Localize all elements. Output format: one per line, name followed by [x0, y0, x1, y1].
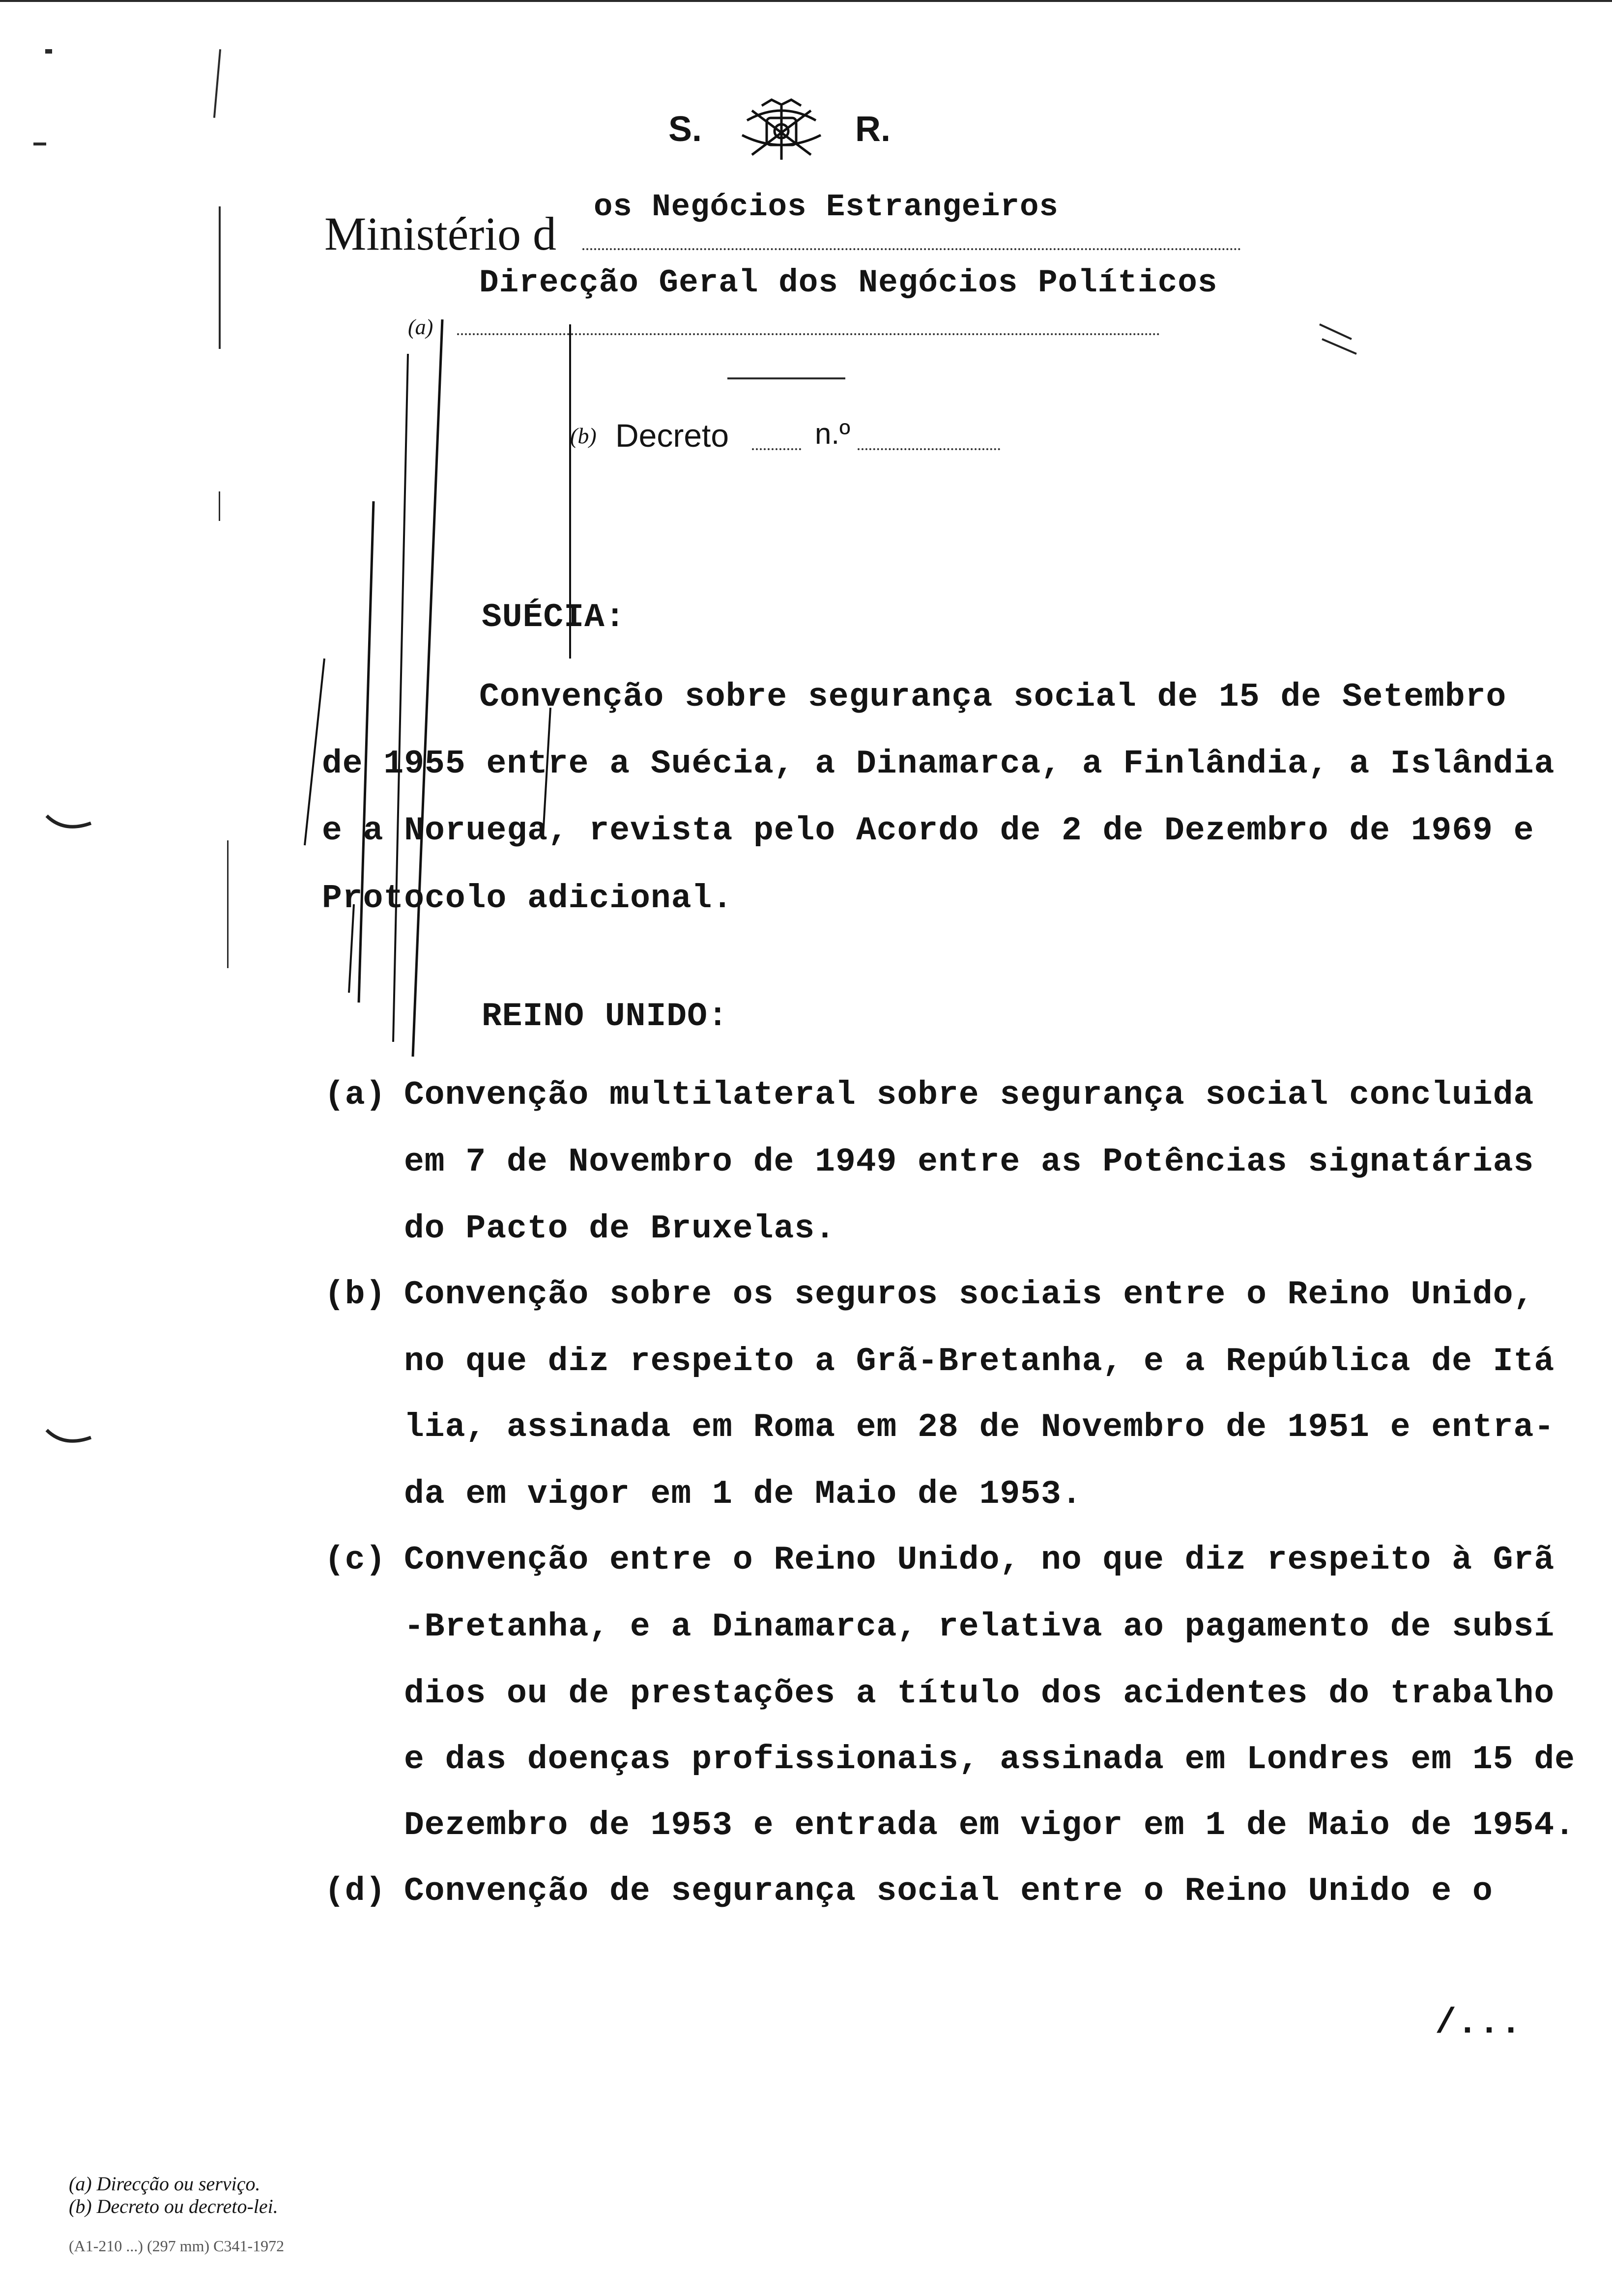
continuation-mark: /...: [1435, 2003, 1522, 2043]
footnote: (a) Direcção ou serviço.: [69, 2173, 260, 2195]
scan-mark: [213, 49, 221, 118]
form-code: (A1-210 ...) (297 mm) C341-1972: [69, 2237, 285, 2255]
item-line: dios ou de prestações a título dos acidentes do trabalho: [404, 1675, 1555, 1713]
item-line: Convenção multilateral sobre segurança social concluida: [404, 1076, 1534, 1114]
item-line: em 7 de Novembro de 1949 entre as Potências signatárias: [404, 1143, 1534, 1181]
coat-of-arms-icon: [732, 96, 831, 165]
scan-mark: [227, 840, 229, 968]
scan-mark: [219, 491, 220, 521]
scan-curve-mark: [44, 811, 98, 840]
scan-curve-mark: [44, 1425, 98, 1455]
item-line: lia, assinada em Roma em 28 de Novembro de 1951 e entra-: [404, 1408, 1555, 1446]
scan-mark: [33, 143, 46, 145]
numero-label: n.º: [815, 417, 850, 450]
service-dotted-line: [457, 333, 1160, 335]
item-line: Convenção entre o Reino Unido, no que diz respeito à Grã: [404, 1541, 1555, 1579]
suecia-line: e a Noruega, revista pelo Acordo de 2 de Dezembro de 1969 e: [322, 812, 1534, 850]
seal-right-letter: R.: [855, 110, 891, 149]
suecia-line: Protocolo adicional.: [322, 880, 733, 918]
item-line: -Bretanha, e a Dinamarca, relativa ao pagamento de subsí: [404, 1608, 1555, 1646]
item-line: Dezembro de 1953 e entrada em vigor em 1 de Maio de 1954.: [404, 1807, 1575, 1844]
separator-rule: [727, 377, 845, 379]
item-line: no que diz respeito a Grã-Bretanha, e a República de Itá: [404, 1343, 1555, 1380]
heading-suecia: SUÉCIA:: [482, 599, 626, 636]
item-label: (c): [324, 1541, 386, 1579]
scan-mark: [45, 49, 52, 54]
suecia-line: Convenção sobre segurança social de 15 de Setembro: [479, 678, 1507, 716]
ministry-name-field: os Negócios Estrangeiros: [594, 190, 1059, 225]
marker-a: (a): [408, 315, 433, 339]
numero-dotted-line: [858, 448, 1000, 450]
item-line: Convenção de segurança social entre o Reino Unido e o: [404, 1872, 1493, 1910]
marker-b: (b): [570, 423, 597, 448]
ministry-label: Ministério d: [324, 207, 556, 260]
footnote: (b) Decreto ou decreto-lei.: [69, 2195, 278, 2217]
decreto-dotted-line: [752, 448, 801, 450]
seal-left-letter: S.: [668, 110, 702, 149]
ministry-dotted-line: [582, 248, 1241, 250]
heading-reino-unido: REINO UNIDO:: [482, 998, 728, 1035]
item-label: (b): [324, 1276, 386, 1314]
decreto-label: Decreto: [615, 417, 729, 454]
item-line: e das doenças profissionais, assinada em Londres em 15 de: [404, 1741, 1575, 1779]
item-line: da em vigor em 1 de Maio de 1953.: [404, 1475, 1082, 1513]
scan-top-border: [0, 0, 1612, 2]
item-line: do Pacto de Bruxelas.: [404, 1210, 835, 1248]
direction-field: Direcção Geral dos Negócios Políticos: [479, 264, 1218, 301]
item-line: Convenção sobre os seguros sociais entre o Reino Unido,: [404, 1276, 1534, 1314]
item-label: (a): [324, 1076, 386, 1114]
handwritten-tick: [1317, 319, 1361, 359]
scan-mark: [219, 206, 221, 349]
item-label: (d): [324, 1872, 386, 1910]
suecia-line: de 1955 entre a Suécia, a Dinamarca, a Finlândia, a Islândia: [322, 745, 1555, 783]
